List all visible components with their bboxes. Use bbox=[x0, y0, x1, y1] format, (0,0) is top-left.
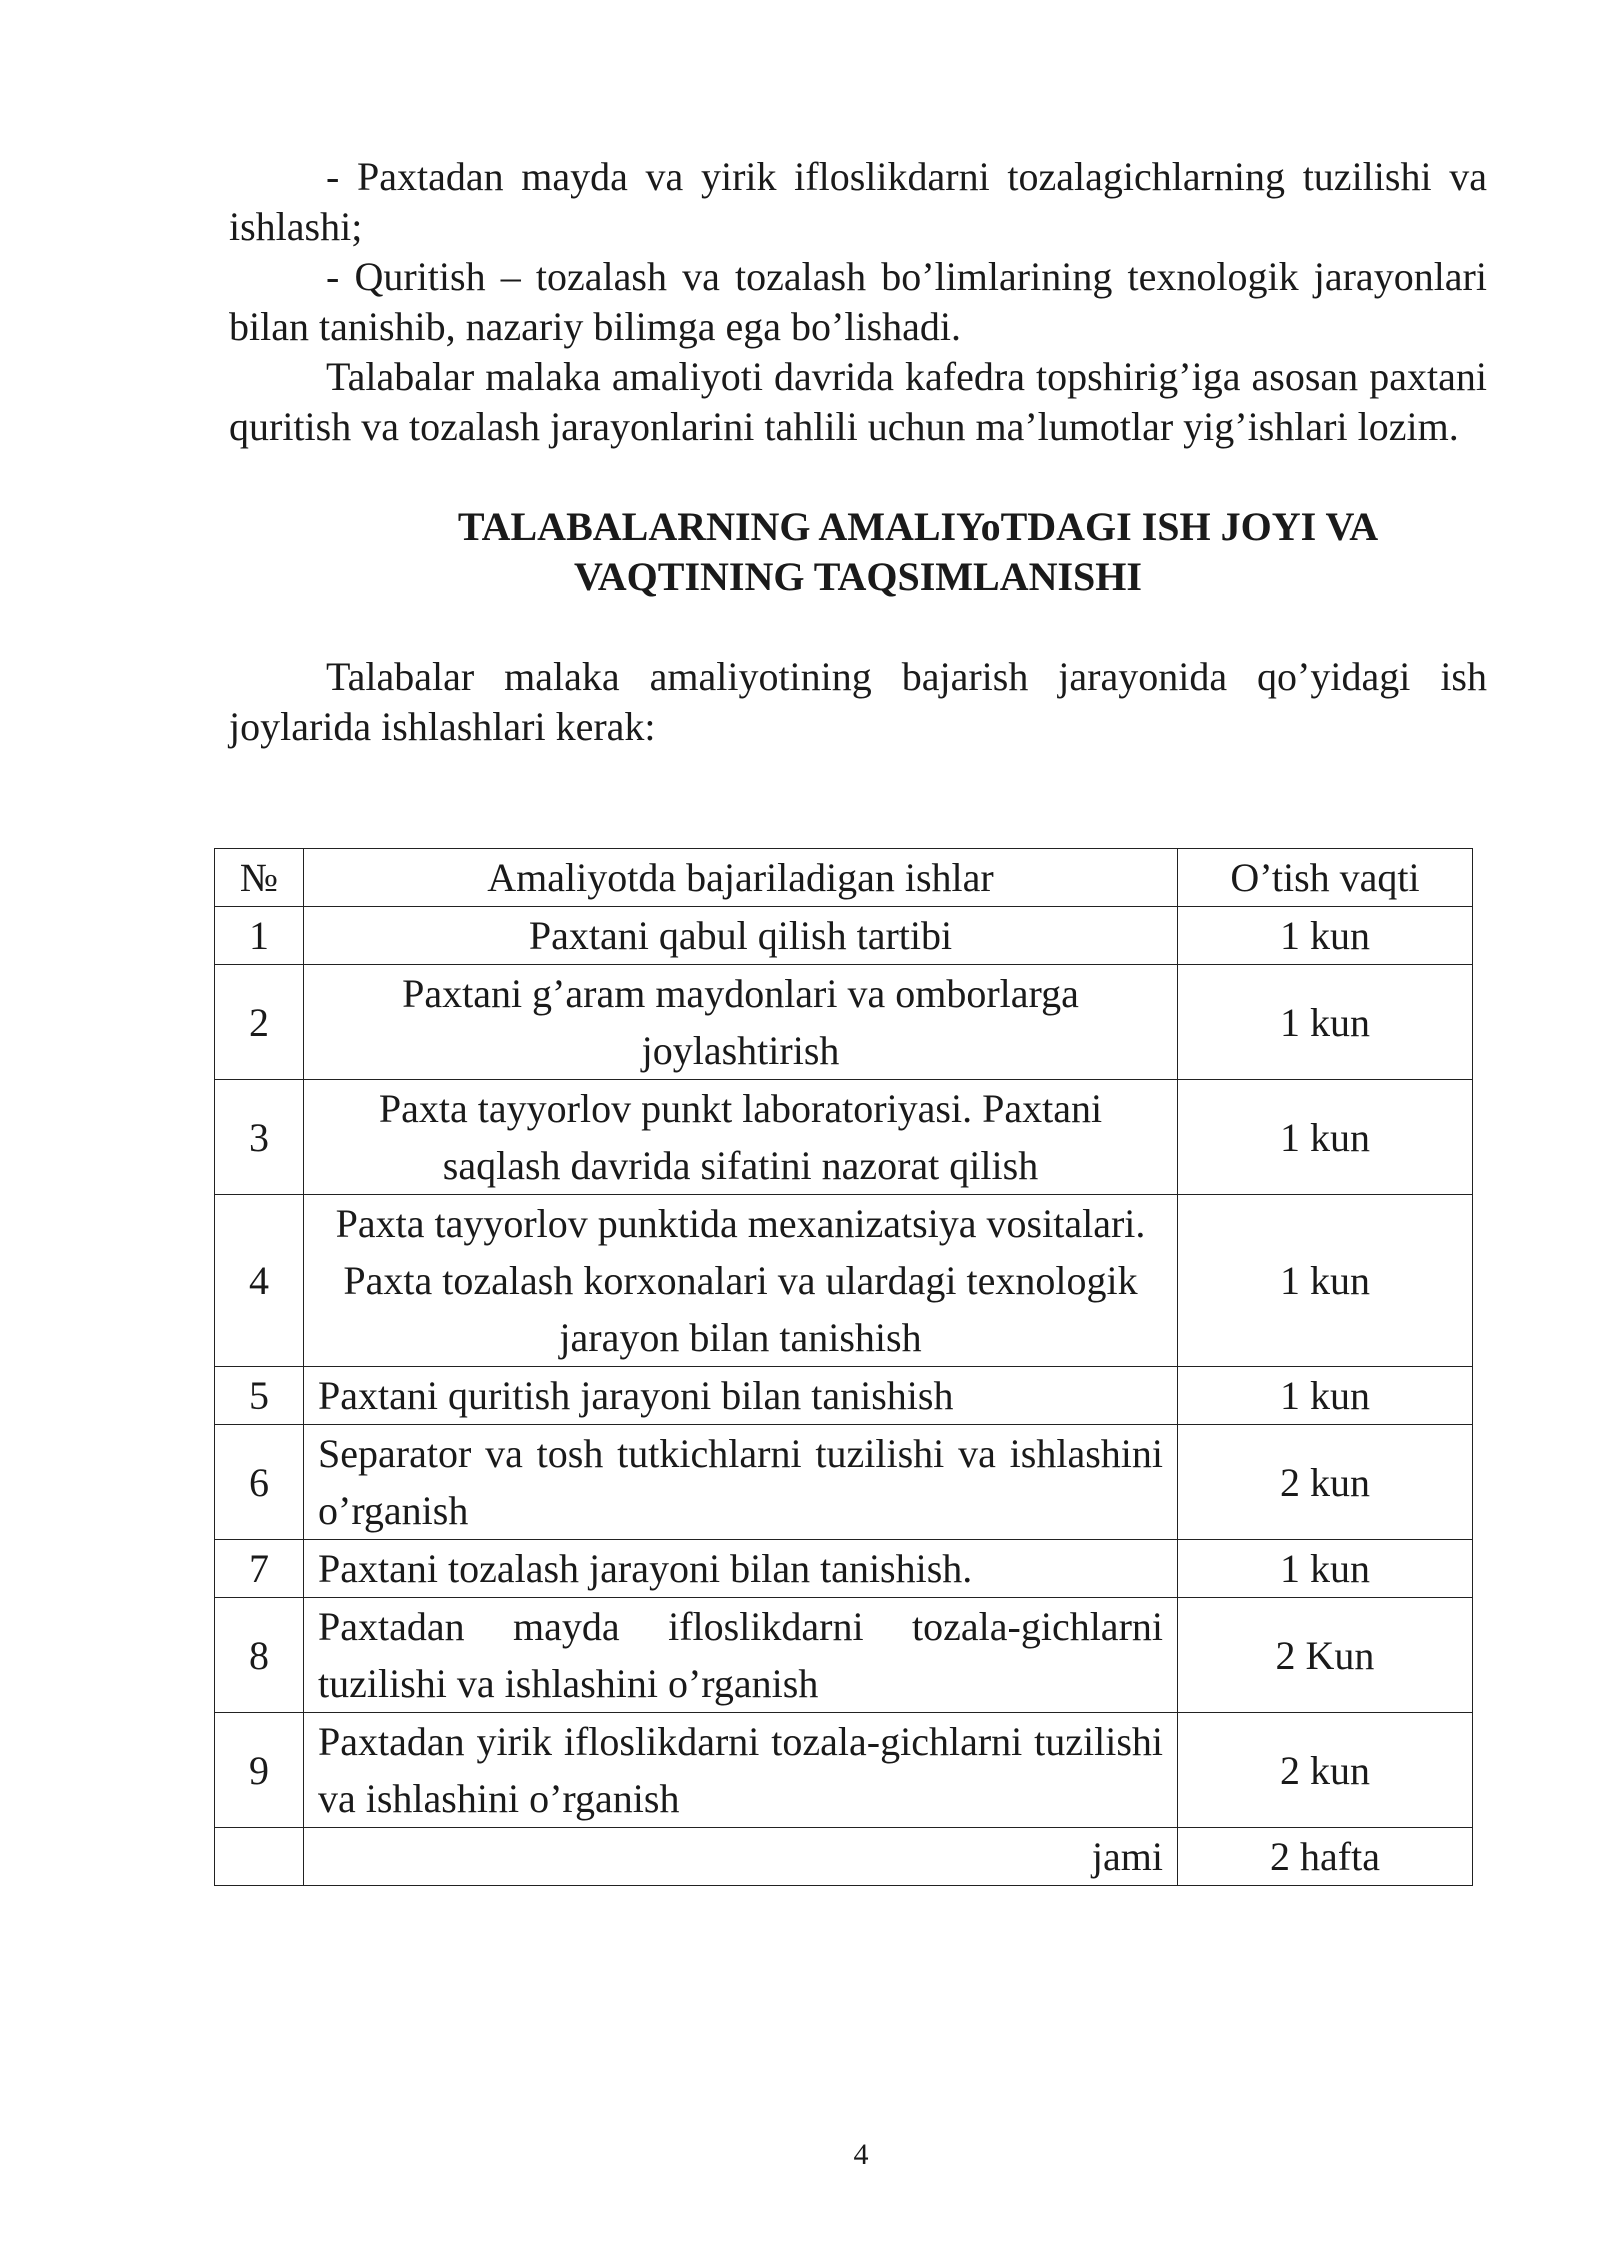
table-row bbox=[215, 1425, 1473, 1540]
schedule-table bbox=[214, 848, 1473, 1886]
page-body bbox=[229, 152, 1487, 752]
table-header-row bbox=[215, 849, 1473, 907]
row-time: 1 kun bbox=[1178, 1367, 1473, 1425]
table-row bbox=[215, 1540, 1473, 1598]
row-time: 1 kun bbox=[1178, 965, 1473, 1080]
row-time: 1 kun bbox=[1178, 1540, 1473, 1598]
row-number: 4 bbox=[215, 1195, 304, 1367]
heading-line-2: VAQTINING TAQSIMLANISHI bbox=[574, 554, 1142, 599]
row-number: 1 bbox=[215, 907, 304, 965]
page-number: 4 bbox=[853, 2138, 869, 2171]
table-row bbox=[215, 965, 1473, 1080]
total-time: 2 hafta bbox=[1178, 1828, 1473, 1886]
intro-paragraph: Talabalar malaka amaliyotining bajarish jarayonida qo’yidagi ish joylarida ishlashlari kerak: bbox=[229, 654, 1487, 749]
row-time: 2 kun bbox=[1178, 1425, 1473, 1540]
row-time: 1 kun bbox=[1178, 1195, 1473, 1367]
header-number: № bbox=[215, 849, 304, 907]
row-time: 2 kun bbox=[1178, 1713, 1473, 1828]
table-total-row bbox=[215, 1828, 1473, 1886]
row-work: Paxta tayyorlov punktida mexanizatsiya vositalari. Paxta tozalash korxonalari va ulardagi texnologik jarayon bilan tanishish bbox=[304, 1195, 1178, 1367]
row-time: 1 kun bbox=[1178, 1080, 1473, 1195]
paragraph-assignment: Talabalar malaka amaliyoti davrida kafedra topshirig’iga asosan paxtani quritish va tozalash jarayonlarini tahlili uchun ma’lumotlar yig’ishlari lozim. bbox=[229, 354, 1487, 449]
row-work: Paxta tayyorlov punkt laboratoriyasi. Paxtani saqlash davrida sifatini nazorat qilish bbox=[304, 1080, 1178, 1195]
table-row bbox=[215, 1195, 1473, 1367]
section-heading bbox=[229, 502, 1487, 602]
table-row bbox=[215, 1367, 1473, 1425]
row-number: 9 bbox=[215, 1713, 304, 1828]
row-work: Paxtadan yirik ifloslikdarni tozala-gichlarni tuzilishi va ishlashini o’rganish bbox=[304, 1713, 1178, 1828]
row-time: 1 kun bbox=[1178, 907, 1473, 965]
row-work: Paxtadan mayda ifloslikdarni tozala-gichlarni tuzilishi va ishlashini o’rganish bbox=[304, 1598, 1178, 1713]
row-number: 5 bbox=[215, 1367, 304, 1425]
row-number: 2 bbox=[215, 965, 304, 1080]
row-number: 3 bbox=[215, 1080, 304, 1195]
header-work: Amaliyotda bajariladigan ishlar bbox=[304, 849, 1178, 907]
bullet-cleaners: - Paxtadan mayda va yirik ifloslikdarni tozalagichlarning tuzilishi va ishlashi; bbox=[229, 154, 1487, 249]
row-work: Paxtani qabul qilish tartibi bbox=[304, 907, 1178, 965]
table-row bbox=[215, 1598, 1473, 1713]
row-number: 6 bbox=[215, 1425, 304, 1540]
total-number-cell bbox=[215, 1828, 304, 1886]
table-row bbox=[215, 1713, 1473, 1828]
row-work: Paxtani quritish jarayoni bilan tanishish bbox=[304, 1367, 1178, 1425]
table-row bbox=[215, 907, 1473, 965]
table-row bbox=[215, 1080, 1473, 1195]
header-time: O’tish vaqti bbox=[1178, 849, 1473, 907]
row-work: Separator va tosh tutkichlarni tuzilishi va ishlashini o’rganish bbox=[304, 1425, 1178, 1540]
row-number: 7 bbox=[215, 1540, 304, 1598]
row-time: 2 Kun bbox=[1178, 1598, 1473, 1713]
total-label: jami bbox=[304, 1828, 1178, 1886]
row-number: 8 bbox=[215, 1598, 304, 1713]
bullet-drying-cleaning: - Quritish – tozalash va tozalash bo’limlarining texnologik jarayonlari bilan tanishib, nazariy bilimga ega bo’lishadi. bbox=[229, 254, 1487, 349]
heading-line-1: TALABALARNING AMALIYoTDAGI ISH JOYI VA bbox=[457, 504, 1379, 549]
row-work: Paxtani tozalash jarayoni bilan tanishish. bbox=[304, 1540, 1178, 1598]
row-work: Paxtani g’aram maydonlari va omborlarga joylashtirish bbox=[304, 965, 1178, 1080]
